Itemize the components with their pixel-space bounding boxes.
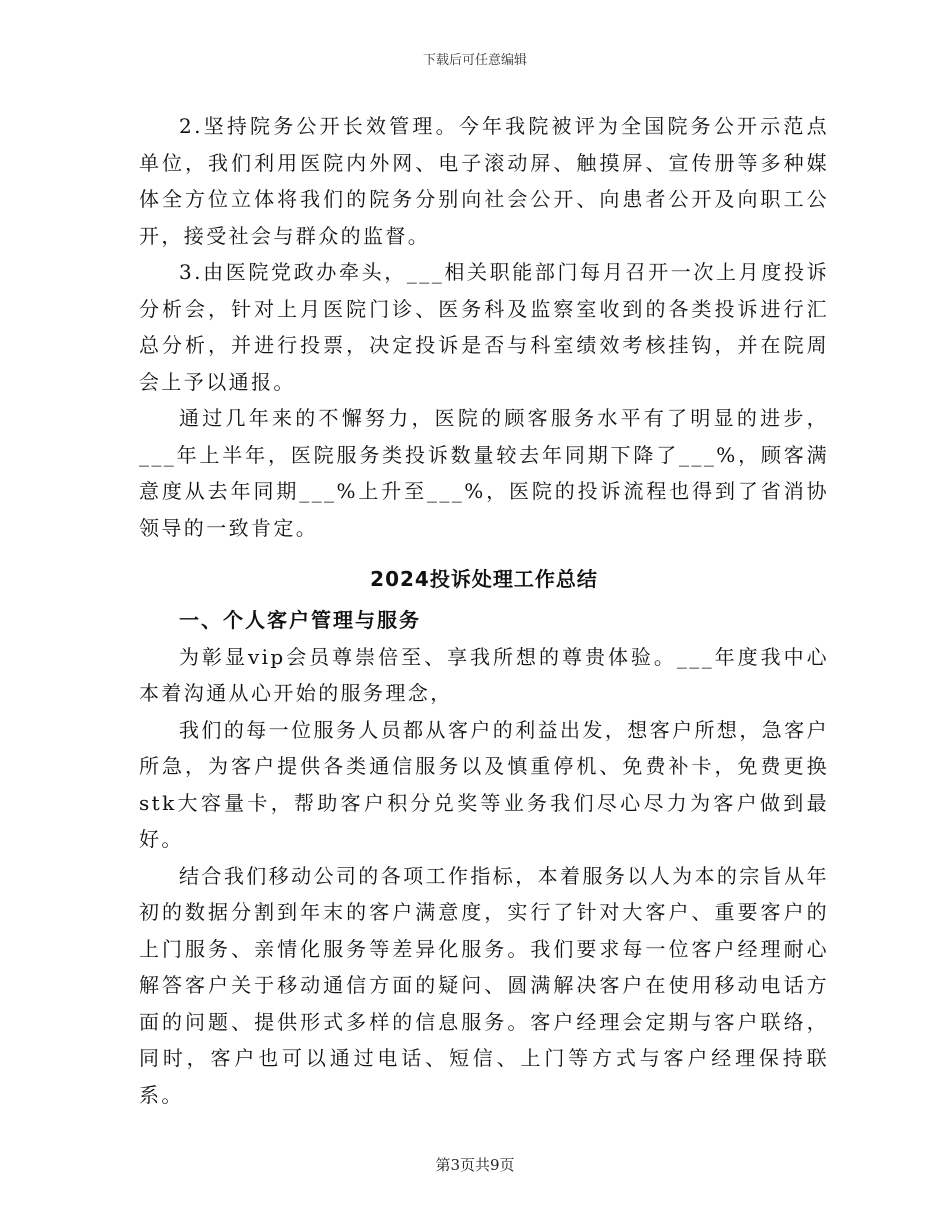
- document-title: 2024投诉处理工作总结: [370, 567, 598, 591]
- paragraph: 通过几年来的不懈努力，医院的顾客服务水平有了明显的进步，___年上半年，医院服务类投诉数量较去年同期下降了___%，顾客满意度从去年同期___%上升至___%，医院的投诉流程也得到了省消协领导的一致肯定。: [139, 406, 829, 540]
- paragraph: 3.由医院党政办牵头，___相关职能部门每月召开一次上月度投诉分析会，针对上月医院门诊、医务科及监察室收到的各类投诉进行汇总分析，并进行投票，决定投诉是否与科室绩效考核挂钩，并在院周会上予以通报。: [139, 260, 829, 394]
- paragraph: 2.坚持院务公开长效管理。今年我院被评为全国院务公开示范点单位，我们利用医院内外网、电子滚动屏、触摸屏、宣传册等多种媒体全方位立体将我们的院务分别向社会公开、向患者公开及向职工公开，接受社会与群众的监督。: [139, 114, 829, 248]
- document-body: [139, 108, 829, 1113]
- paragraph: 结合我们移动公司的各项工作指标，本着服务以人为本的宗旨从年初的数据分割到年末的客户满意度，实行了针对大客户、重要客户的上门服务、亲情化服务等差异化服务。我们要求每一位客户经理耐心解答客户关于移动通信方面的疑问、圆满解决客户在使用移动电话方面的问题、提供形式多样的信息服务。客户经理会定期与客户联络，同时，客户也可以通过电话、短信、上门等方式与客户经理保持联系。: [139, 863, 829, 1107]
- page-header: 下载后可任意编辑: [422, 53, 527, 68]
- section-heading: 一、个人客户管理与服务: [179, 608, 421, 632]
- paragraph: 为彰显vip会员尊崇倍至、享我所想的尊贵体验。___年度我中心本着沟通从心开始的服务理念，: [139, 644, 829, 705]
- page-number: 第3页共9页: [435, 1156, 515, 1174]
- paragraph: 我们的每一位服务人员都从客户的利益出发，想客户所想，急客户所急，为客户提供各类通信服务以及慎重停机、免费补卡，免费更换stk大容量卡，帮助客户积分兑奖等业务我们尽心尽力为客户做到最好。: [139, 717, 829, 851]
